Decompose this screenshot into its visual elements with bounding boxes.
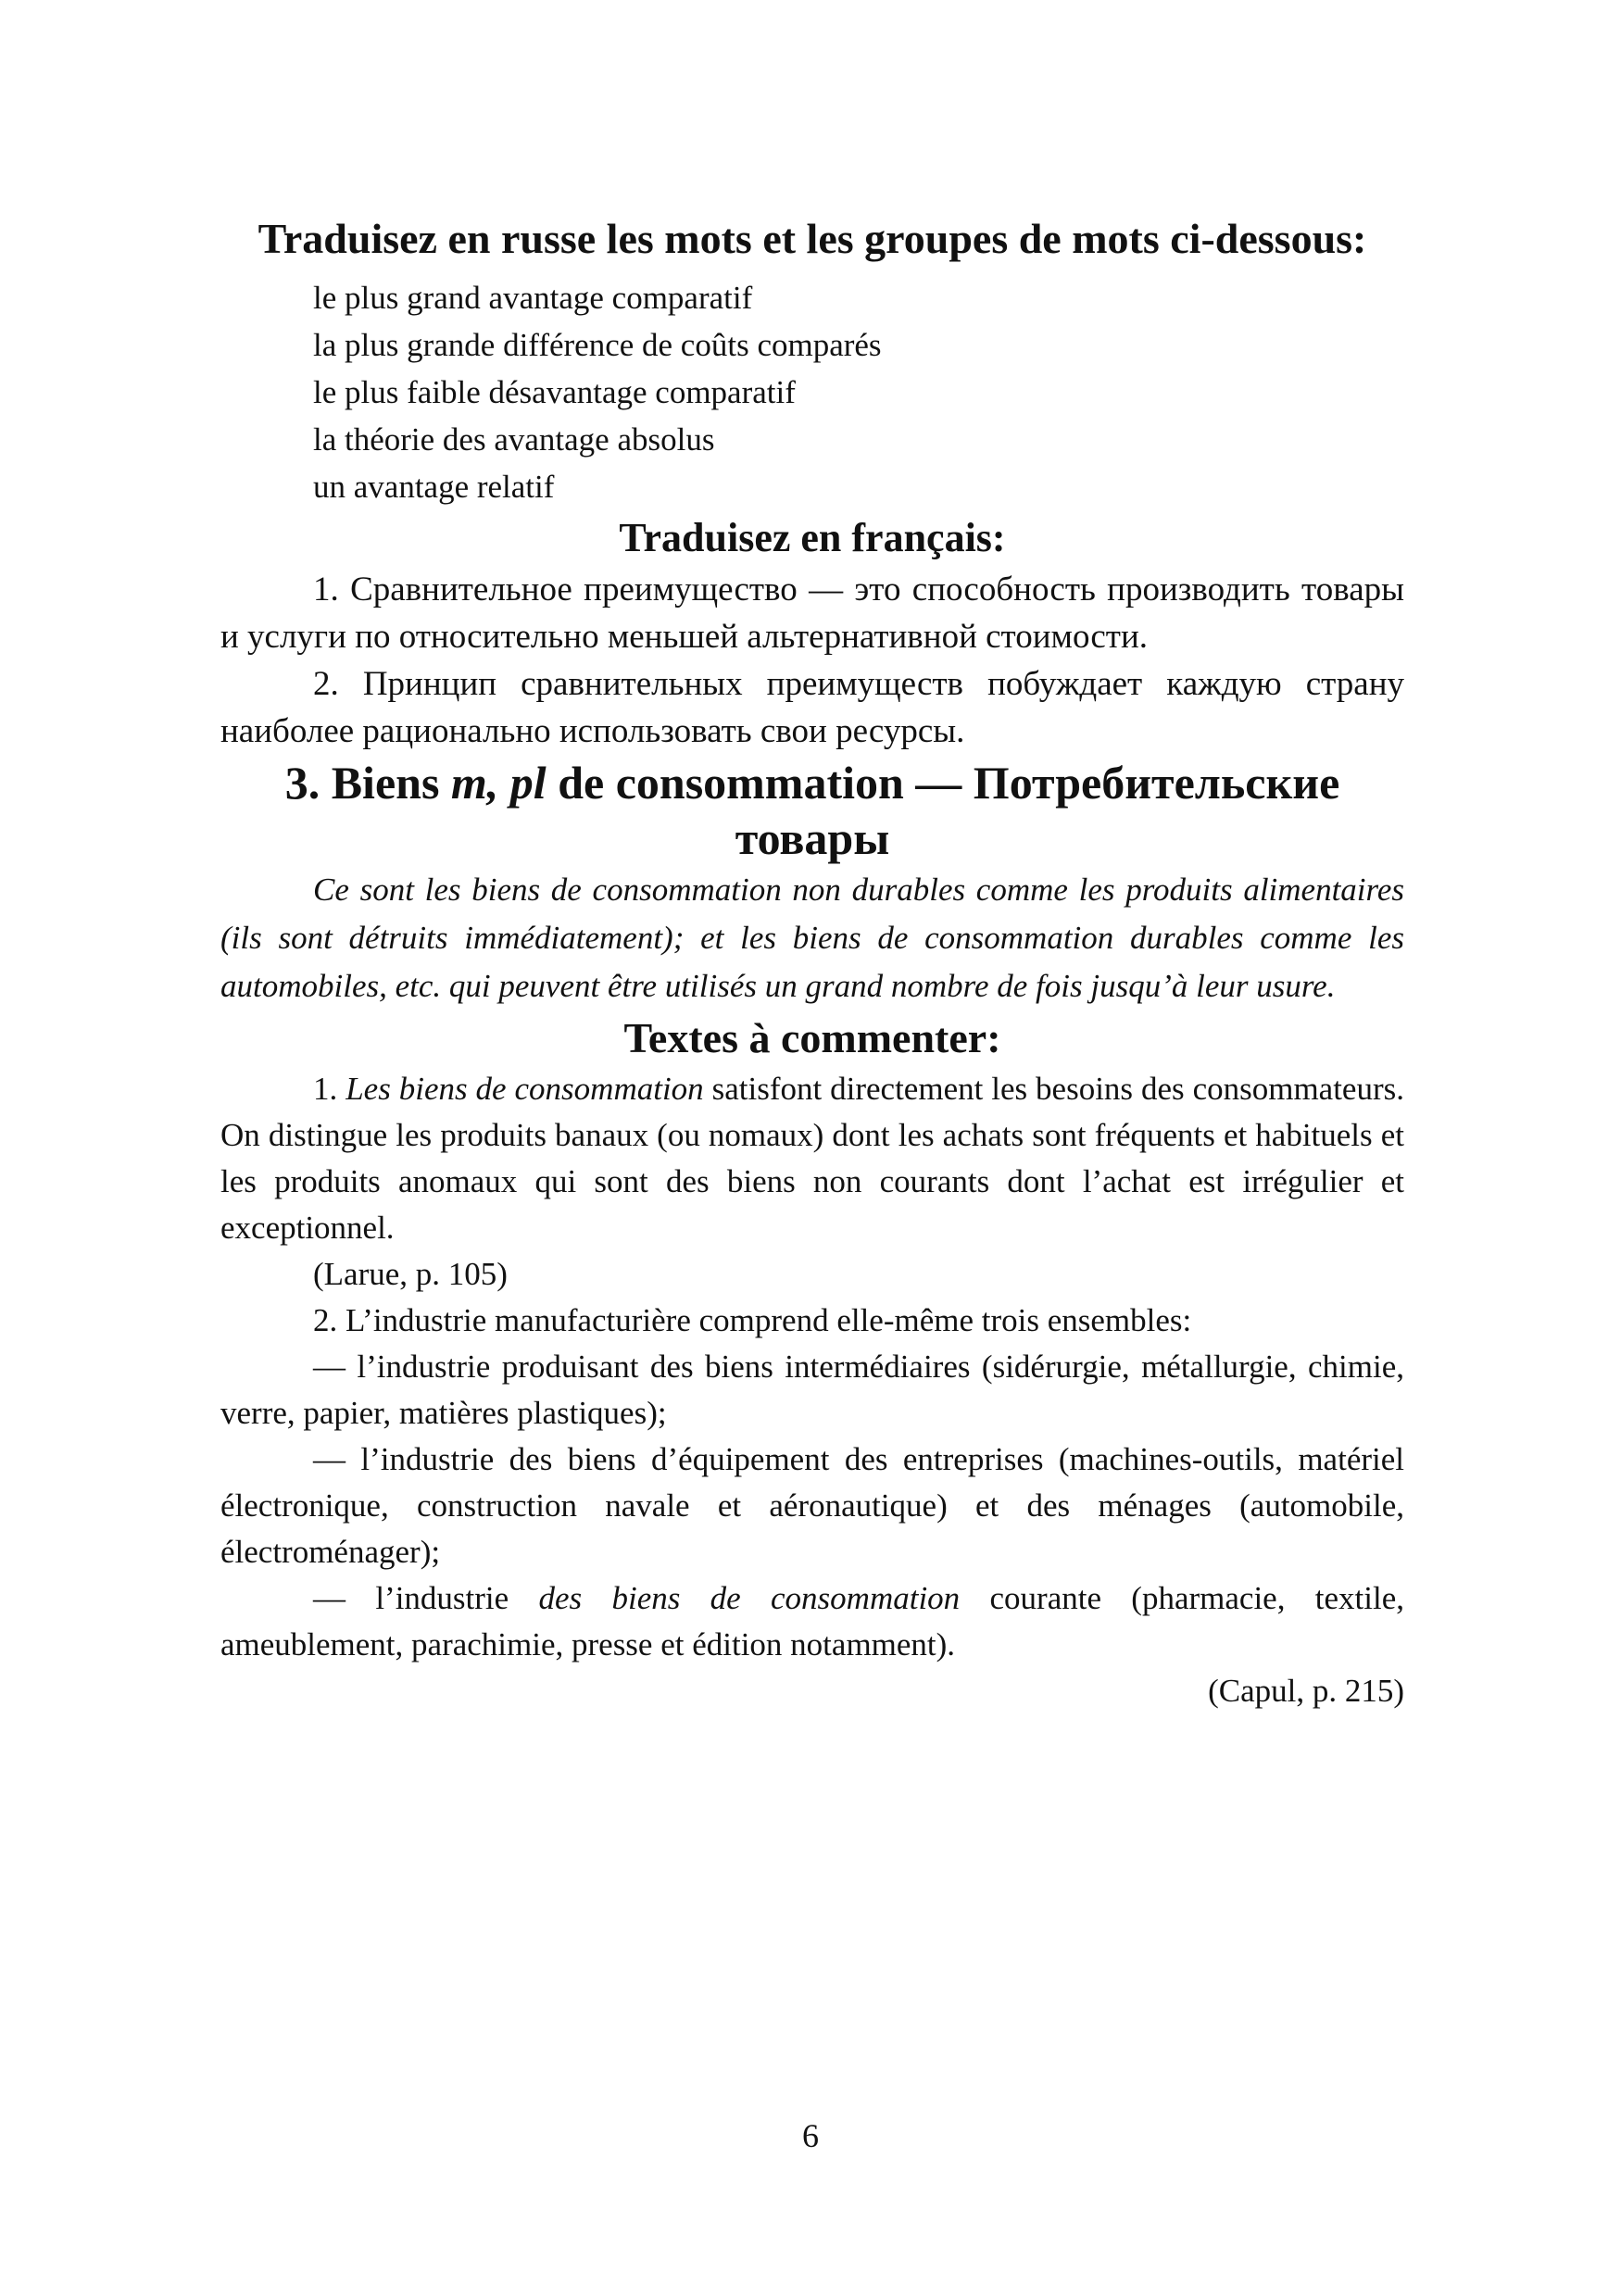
list-item: la théorie des avantage absolus (313, 421, 715, 458)
list-item: le plus grand avantage comparatif (313, 280, 753, 316)
list-item: la plus grande différence de coûts comparés (313, 327, 882, 363)
list-item: le plus faible désavantage comparatif (313, 374, 796, 410)
text-1-term: Les biens de consommation (346, 1071, 704, 1107)
dash-item-3-suffix: courante (pharmacie, textile, ameublement, parachimie, presse et édition notamment). (220, 1580, 1404, 1662)
word-list (220, 274, 1404, 510)
dash-item-3-prefix: — l’industrie (313, 1580, 539, 1616)
text-1-paragraph (220, 1066, 1404, 1251)
text-1-body: satisfont directement les besoins des consommateurs. On distingue les produits banaux (ou nomaux) dont les achats sont fréquents et habituels et les produits anomaux qui sont des biens non courants dont l’achat est irrégulier et exceptionnel. (220, 1071, 1404, 1246)
russian-sentence-1: 1. Сравнительное преимущество — это способность производить товары и услуги по относительно меньшей альтернативной стоимости. (220, 571, 1404, 656)
section-3-heading-prefix: 3. Biens (284, 757, 451, 809)
page-number: 6 (802, 2117, 819, 2154)
section-3-heading-suffix: de consommation — Потребительские товары (546, 757, 1340, 864)
section-3-heading-grammar: m, pl (450, 757, 547, 809)
citation-capul: (Capul, p. 215) (1208, 1673, 1404, 1709)
text-2-intro: 2. L’industrie manufacturière comprend elle-même trois ensembles: (313, 1302, 1192, 1338)
list-item: un avantage relatif (313, 469, 555, 505)
dash-item-3-term: des biens de consommation (538, 1580, 961, 1616)
translate-to-french-heading: Traduisez en français: (619, 515, 1006, 560)
dash-item-1: — l’industrie produisant des biens intermédiaires (sidérurgie, métallurgie, chimie, verre, papier, matières plastiques); (220, 1349, 1404, 1431)
page-content (220, 211, 1404, 1714)
russian-sentence-2: 2. Принцип сравнительных преимуществ побуждает каждую страну наиболее рационально использовать свои ресурсы. (220, 665, 1404, 750)
text-1-number: 1. (313, 1071, 346, 1107)
dash-item-3 (220, 1575, 1404, 1668)
citation-larue: (Larue, p. 105) (313, 1256, 508, 1292)
definition-paragraph: Ce sont les biens de consommation non durables comme les produits alimentaires (ils sont détruits immédiatement); et les biens de consommation durables comme les automobiles, etc. qui peuvent être utilisés un grand nombre de fois jusqu’à leur usure. (220, 872, 1404, 1004)
dash-item-2: — l’industrie des biens d’équipement des entreprises (machines-outils, matériel électronique, construction navale et aéronautique) et des ménages (automobile, électroménager); (220, 1441, 1404, 1570)
translate-to-russian-heading: Traduisez en russe les mots et les groupes de mots ci-dessous: (258, 215, 1367, 262)
section-3-heading (220, 755, 1404, 866)
texts-to-comment-heading: Textes à commenter: (623, 1014, 1001, 1061)
